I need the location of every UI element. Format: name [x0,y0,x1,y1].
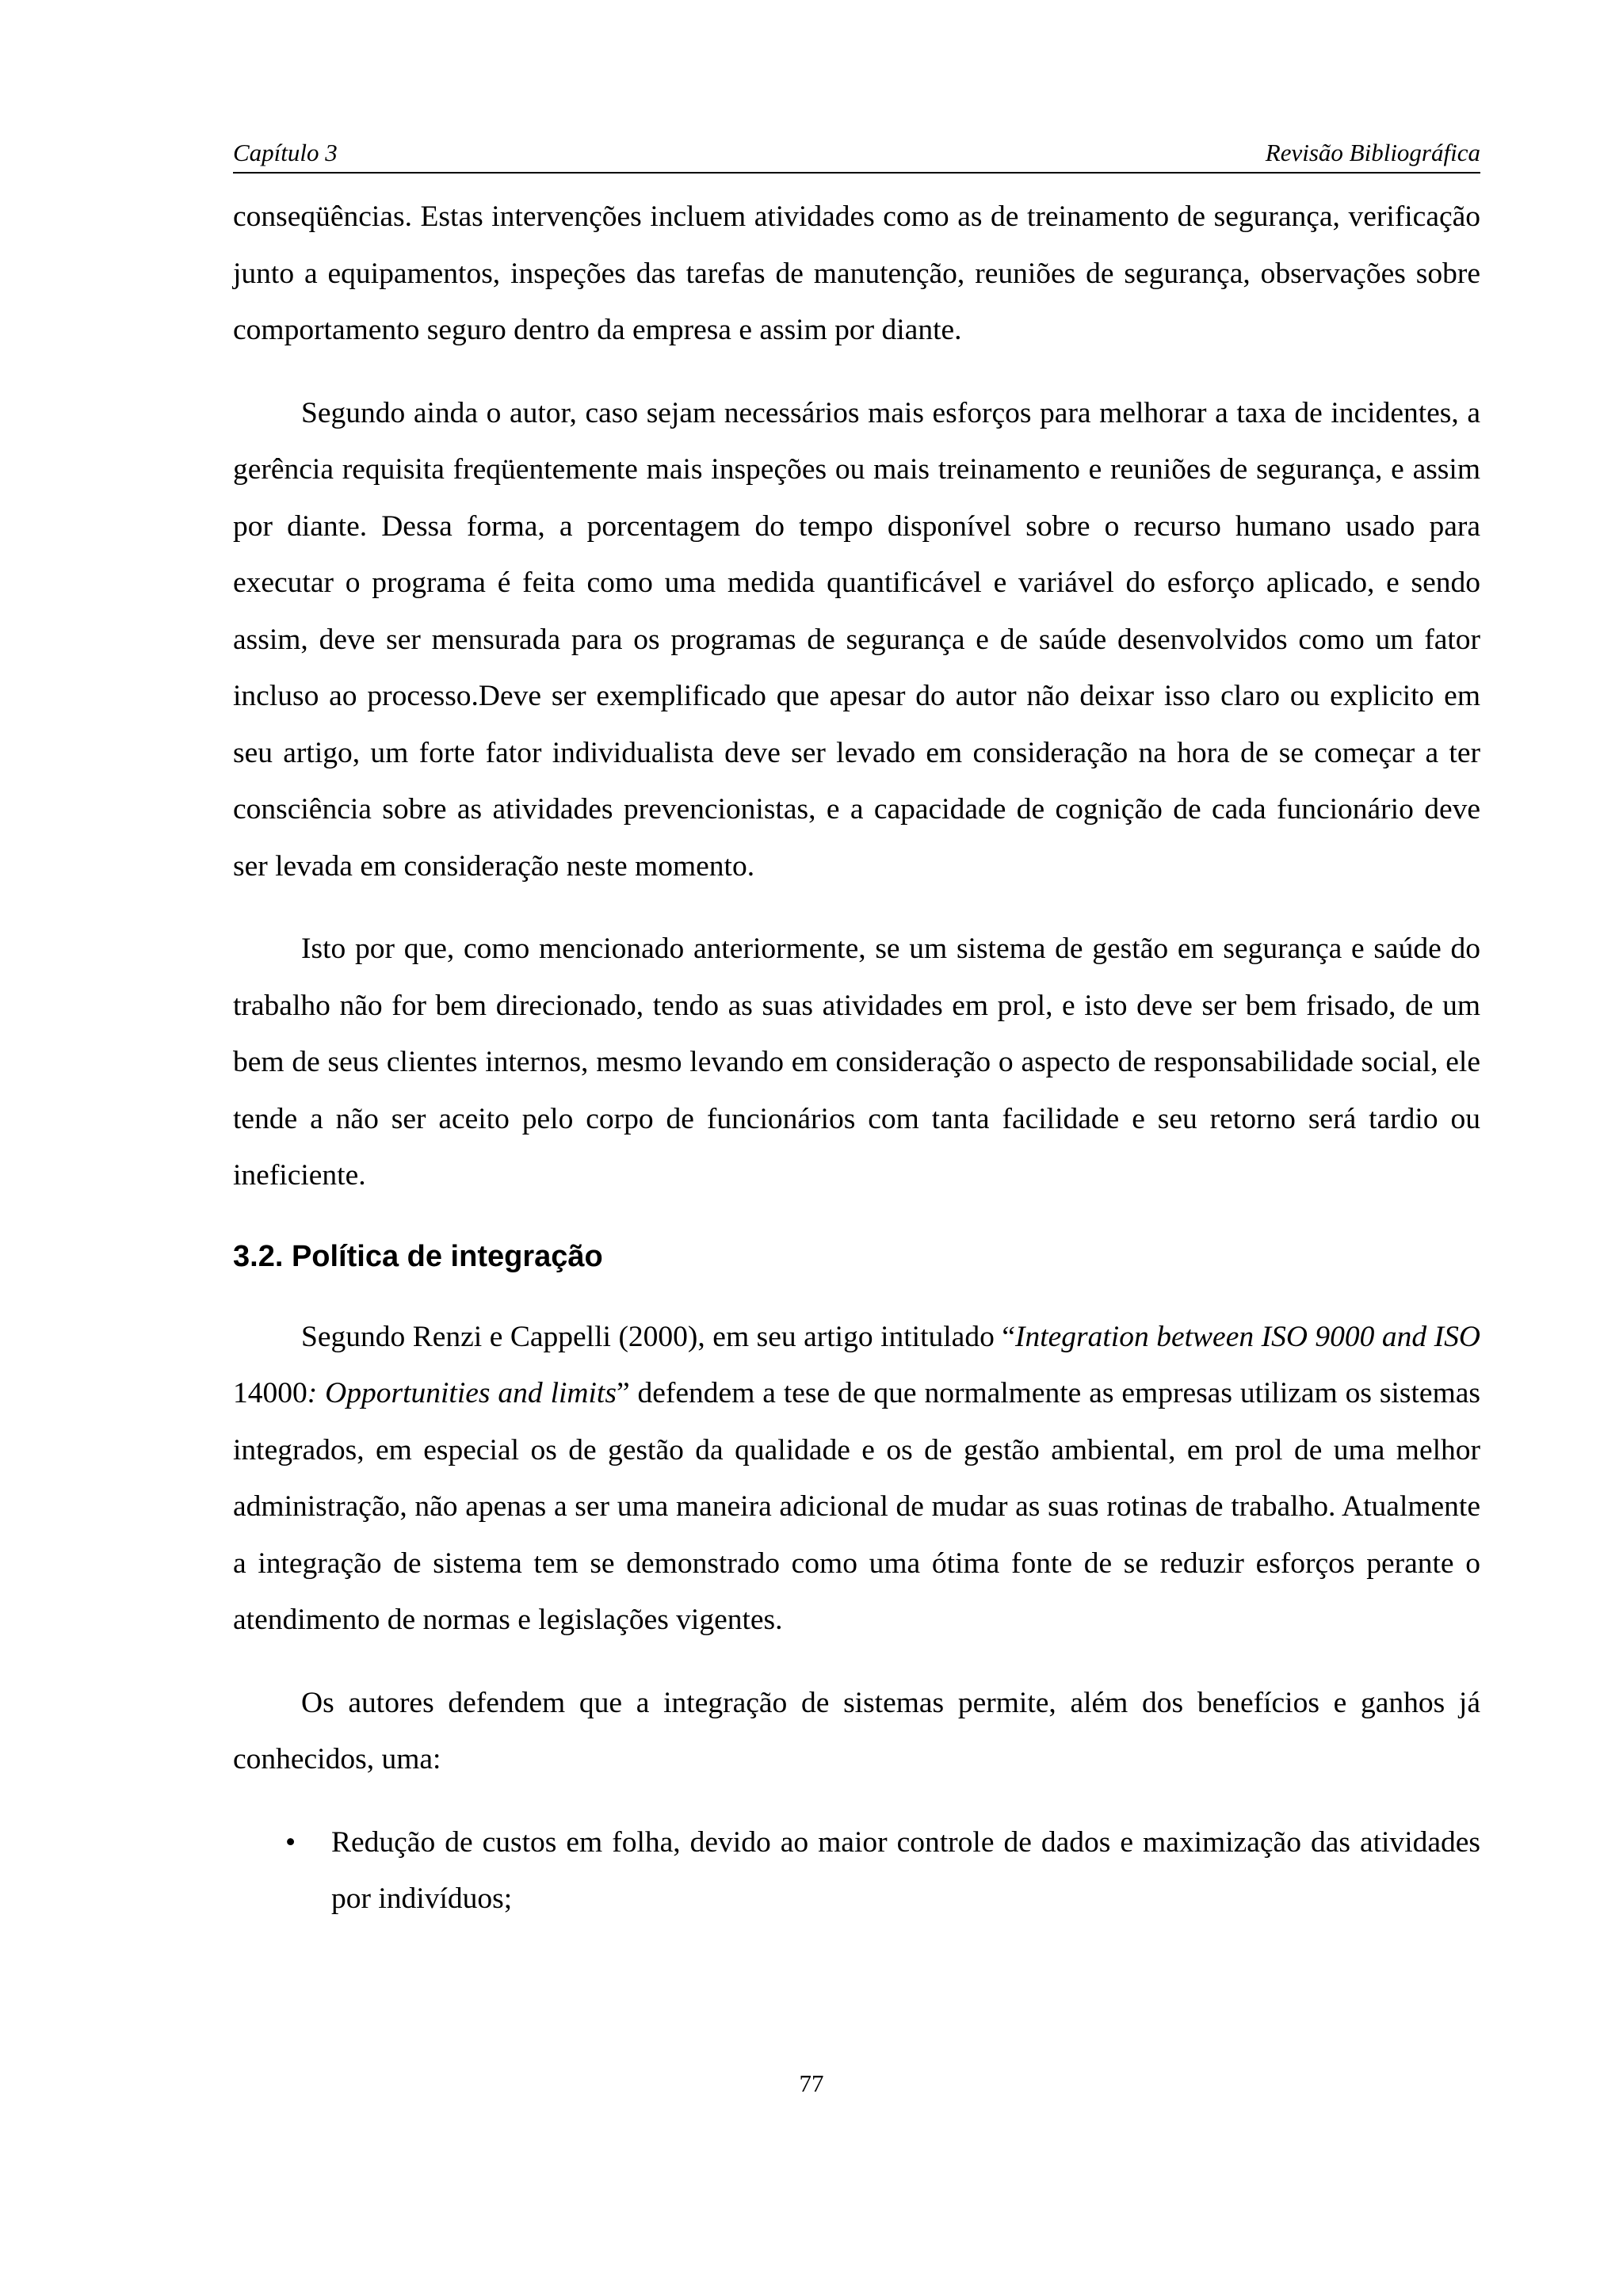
list-item [233,1814,1480,1928]
page-body [233,189,1480,1928]
chapter-label: Capítulo 3 [233,139,338,166]
bullet-icon: • [285,1825,296,1859]
article-title-part1: Integration between ISO 9000 and ISO [1014,1320,1480,1353]
paragraph-management-system: Isto por que, como mencionado anteriormente, se um sistema de gestão em segurança e saúde do trabalho não for bem direcionado, tendo as suas atividades em prol, e isto deve ser bem frisado, de um bem de seus clientes internos, mesmo levando em consideração o aspecto de responsabilidade social, ele tende a não ser aceito pelo corpo de funcionários com tanta facilidade e seu retorno será tardio ou ineficiente. [233,933,1480,1192]
benefits-list [233,1814,1480,1928]
paragraph-renzi-cappelli [233,1309,1480,1649]
article-title-part2: : Opportunities and limits [307,1377,617,1409]
paragraph-efforts: Segundo ainda o autor, caso sejam necessários mais esforços para melhorar a taxa de incidentes, a gerência requisita freqüentemente mais inspeções ou mais treinamento e reuniões de segurança, e assim por diante. Dessa forma, a porcentagem do tempo disponível sobre o recurso humano usado para executar o programa é feita como uma medida quantificável e variável do esforço aplicado, e sendo assim, deve ser mensurada para os programas de segurança e de saúde desenvolvidos como um fator incluso ao processo.Deve ser exemplificado que apesar do autor não deixar isso claro ou explicito em seu artigo, um forte fator individualista deve ser levado em consideração na hora de se começar a ter consciência sobre as atividades prevencionistas, e a capacidade de cognição de cada funcionário deve ser levada em consideração neste momento. [233,396,1480,883]
list-item-text: Redução de custos em folha, devido ao maior controle de dados e maximização das atividades por indivíduos; [331,1825,1480,1915]
section-heading: 3.2. Política de integração [233,1239,603,1273]
paragraph-authors-defend: Os autores defendem que a integração de sistemas permite, além dos benefícios e ganhos já conhecidos, uma: [233,1686,1480,1775]
paragraph-continuation: conseqüências. Estas intervenções incluem atividades como as de treinamento de segurança, verificação junto a equipamentos, inspeções das tarefas de manutenção, reuniões de segurança, observações sobre comportamento seguro dentro da empresa e assim por diante. [233,200,1480,346]
page-number: 77 [799,2069,824,2097]
citation-intro: Segundo Renzi e Cappelli (2000), em seu artigo intitulado “ [301,1320,1015,1353]
section-label: Revisão Bibliográfica [1265,139,1480,166]
citation-body: ” defendem a tese de que normalmente as empresas utilizam os sistemas integrados, em especial os de gestão da qualidade e os de gestão ambiental, em prol de uma melhor administração, não apenas a ser uma maneira adicional de mudar as suas rotinas de trabalho. Atualmente a integração de sistema tem se demonstrado como uma ótima fonte de se reduzir esforços perante o atendimento de normas e legislações vigentes. [233,1377,1480,1636]
article-title-number: 14000 [233,1377,307,1409]
running-header [233,131,1480,174]
